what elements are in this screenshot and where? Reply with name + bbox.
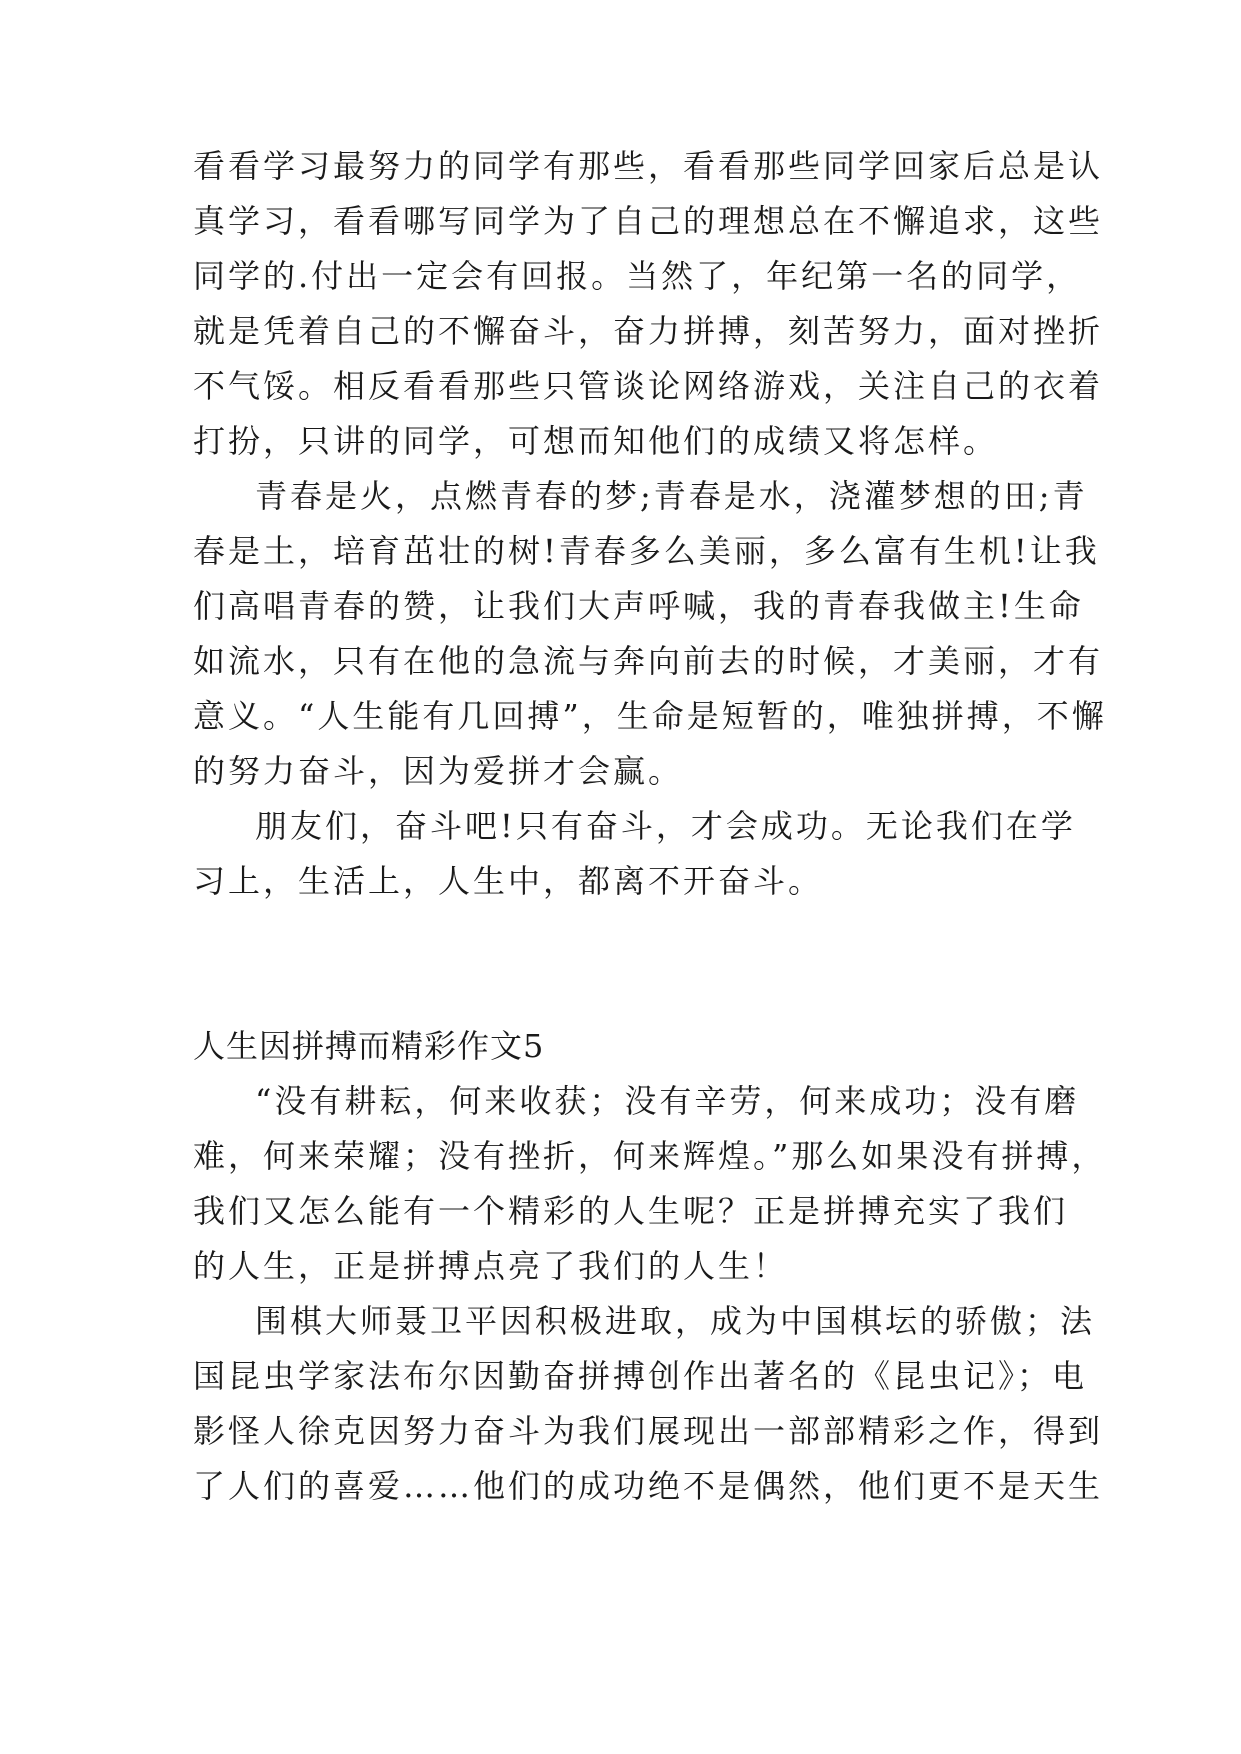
paragraph-line: 朋友们，奋斗吧!只有奋斗，才会成功。无论我们在学 [255, 807, 1076, 845]
paragraph-line: 青春是火，点燃青春的梦;青春是水，浇灌梦想的田;青 [255, 477, 1088, 515]
paragraph-line: 如流水，只有在他的急流与奔向前去的时候，才美丽，才有 [193, 642, 1104, 680]
paragraph-line: 影怪人徐克因努力奋斗为我们展现出一部部精彩之作，得到 [193, 1412, 1104, 1450]
paragraph-line: 我们又怎么能有一个精彩的人生呢？正是拼搏充实了我们 [193, 1192, 1069, 1230]
paragraph-line: 围棋大师聂卫平因积极进取，成为中国棋坛的骄傲；法 [255, 1302, 1096, 1340]
paragraph-line: 真学习，看看哪写同学为了自己的理想总在不懈追求，这些 [193, 202, 1104, 240]
paragraph-line: 意义。“人生能有几回搏”，生命是短暂的，唯独拼搏，不懈 [193, 697, 1107, 735]
paragraph-line: 习上，生活上，人生中，都离不开奋斗。 [193, 862, 824, 900]
paragraph-line: 同学的.付出一定会有回报。当然了，年纪第一名的同学， [193, 257, 1082, 295]
paragraph-line: 了人们的喜爱……他们的成功绝不是偶然，他们更不是天生 [193, 1467, 1104, 1505]
paragraph-line: 看看学习最努力的同学有那些，看看那些同学回家后总是认 [193, 147, 1104, 185]
paragraph-line: 国昆虫学家法布尔因勤奋拼搏创作出著名的《昆虫记》；电 [193, 1357, 1088, 1395]
paragraph-line: 难，何来荣耀；没有挫折，何来辉煌。”那么如果没有拼搏， [193, 1137, 1107, 1175]
paragraph-line: 的人生，正是拼搏点亮了我们的人生！ [193, 1247, 789, 1285]
paragraph-line: 打扮，只讲的同学，可想而知他们的成绩又将怎样。 [193, 422, 999, 460]
paragraph-line: “没有耕耘，何来收获；没有辛劳，何来成功；没有磨 [255, 1082, 1080, 1120]
paragraph-line: 就是凭着自己的不懈奋斗，奋力拼搏，刻苦努力，面对挫折 [193, 312, 1104, 350]
section-title: 人生因拼搏而精彩作文5 [193, 1027, 545, 1065]
paragraph-line: 不气馁。相反看看那些只管谈论网络游戏，关注自己的衣着 [193, 367, 1104, 405]
paragraph-line: 们高唱青春的赞，让我们大声呼喊，我的青春我做主!生命 [193, 587, 1084, 625]
paragraph-line: 的努力奋斗，因为爱拼才会赢。 [193, 752, 684, 790]
paragraph-line: 春是土，培育茁壮的树!青春多么美丽，多么富有生机!让我 [193, 532, 1100, 570]
